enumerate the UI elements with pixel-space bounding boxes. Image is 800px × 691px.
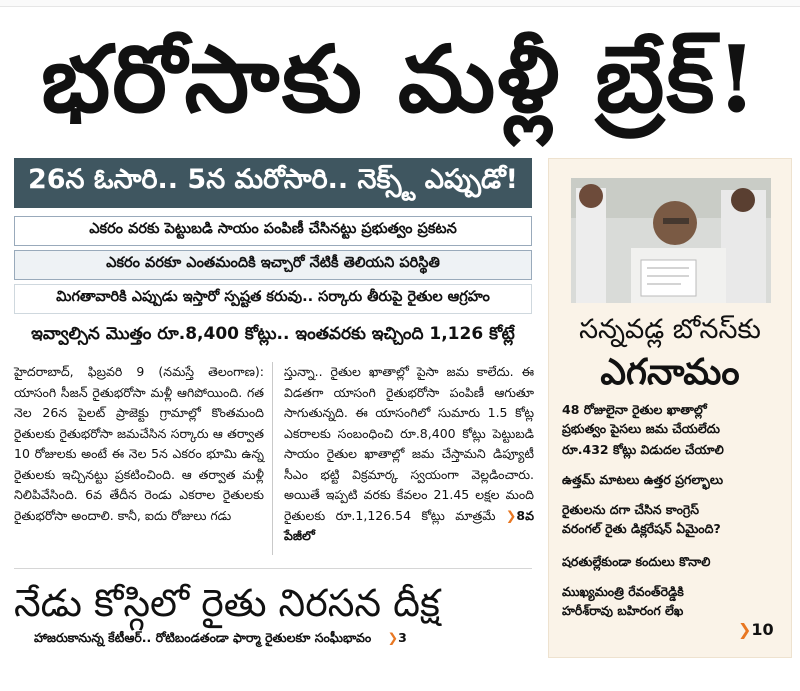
sidebar-page-number: 10	[751, 620, 774, 639]
column-divider	[272, 362, 273, 555]
sidebar-bullet-line: వరంగల్ రైతు డిక్లరేషన్ ఏమైంది?	[562, 521, 721, 536]
body-column-2	[284, 362, 534, 547]
body-column-1: హైదరాబాద్, ఫిబ్రవరి 9 (నమస్తే తెలంగాణ): యాసంగి సీజన్ రైతుభరోసా మళ్లీ ఆగిపోయింది. గత నెల 26న పైలట్ ప్రాజెక్టు గ్రామాల్లో కొంతమంది రైతులకు రైతుభరోసా జమచేసిన సర్కారు ఆ తర్వాత 10 రోజులకు అంటే ఈ నెల 5న ఎకరం భూమి ఉన్న రైతులకు ఇచ్చినట్టు ప్రకటించింది. ఆ తర్వాత మళ్లీ నిలిపివేసింది. 6వ తేదీన రెండు ఎకరాల రైతులకు రైతుభరోసా అందాలి. కానీ, ఐదు రోజులు గడు	[14, 364, 264, 523]
sidebar-bullet-2: రూ.432 కోట్లు విడుదల చేయాలి	[562, 442, 724, 457]
sidebar-bullet-line: 48 రోజులైనా రైతుల ఖాతాల్లో	[562, 402, 707, 417]
sidebar-bullet-line: రైతులను దగా చేసిన కాంగ్రెస్	[562, 502, 699, 517]
chevron-right-icon: ❯	[387, 630, 399, 645]
sidebar-page-ref[interactable]	[738, 620, 774, 639]
masthead-strip	[0, 0, 800, 7]
bottom-headline: నేడు కోస్గిలో రైతు నిరసన దీక్ష	[14, 581, 440, 625]
body-column-2-text: స్తున్నా.. రైతుల ఖాతాల్లో పైసా జమ కాలేదు. ఈ విడతగా యాసంగి రైతుభరోసా పంపిణీ ఆగుతూ సాగుతున్నది. ఈ యాసంగిలో సుమారు 1.5 కోట్ల ఎకరాలకు సంబంధించి రూ.8,400 కోట్లు పెట్టుబడి సాయం రైతుల ఖాతాల్లో జమ చేస్తామని డిప్యూటీ సీఎం భట్టి విక్రమార్క స్వయంగా వెల్లడించారు. అయితే ఇప్పటి వరకు కేవలం 21.45 లక్షల మంది రైతులకు రూ.1,126.54 కోట్లు మాత్రమే	[284, 364, 534, 523]
sidebar-bullet-3: ఉత్తమ్ మాటలు ఉత్తర ప్రగల్భాలు	[562, 472, 724, 487]
bottom-subline	[34, 630, 534, 649]
sidebar-bullet-line: హరీశ్‌రావు బహిరంగ లేఖ	[562, 603, 684, 618]
subhead-1: ఎకరం వరకు పెట్టుబడి సాయం పంపిణీ చేసినట్టు ప్రభుత్వం ప్రకటన	[14, 216, 532, 246]
sidebar-bullet-4	[562, 500, 787, 538]
subhead-3: మిగతావారికి ఎప్పుడు ఇస్తారో స్పష్టత కరువు.. సర్కారు తీరుపై రైతుల ఆగ్రహం	[14, 284, 532, 314]
bottom-subline-text: హాజరుకానున్న కేటీఆర్.. రోటిబండతండా ఫార్మా రైతులకూ సంఘీభావం	[34, 630, 372, 645]
sidebar-bullet-line: ముఖ్యమంత్రి రేవంత్‌రెడ్డికి	[562, 584, 684, 599]
chevron-right-icon: ❯	[738, 620, 752, 639]
continued-label: 8వ పేజీలో	[284, 507, 534, 543]
story-banner: 26న ఓసారి.. 5న మరోసారి.. నెక్స్ట్ ఎప్పుడో!	[14, 158, 532, 208]
key-fact-line: ఇవ్వాల్సిన మొత్తం రూ.8,400 కోట్లు.. ఇంతవరకు ఇచ్చింది 1,126 కోట్లే	[31, 324, 515, 344]
politician-photo	[571, 178, 771, 303]
subhead-2: ఎకరం వరకూ ఎంతమందికి ఇచ్చారో నేటికీ తెలియని పరిస్థితి	[14, 250, 532, 280]
sidebar-title-line-1: సన్నవడ్ల బోనస్‌కు	[579, 314, 761, 345]
main-headline: భరోసాకు మళ్లీ బ్రేక్!	[41, 25, 759, 133]
bottom-page-ref[interactable]: 3	[398, 630, 407, 645]
sidebar-bullet-6	[562, 582, 787, 620]
sidebar-bullet-line: ప్రభుత్వం పైసలు జమ చేయలేదు	[562, 421, 720, 436]
sidebar-title-line-2: ఎగనామం	[600, 352, 740, 393]
chevron-right-icon: ❯	[505, 507, 517, 523]
sidebar-bullet-1	[562, 400, 787, 438]
bottom-divider	[14, 568, 532, 569]
sidebar-bullet-5: షరతుల్లేకుండా కందులు కొనాలి	[562, 554, 711, 569]
